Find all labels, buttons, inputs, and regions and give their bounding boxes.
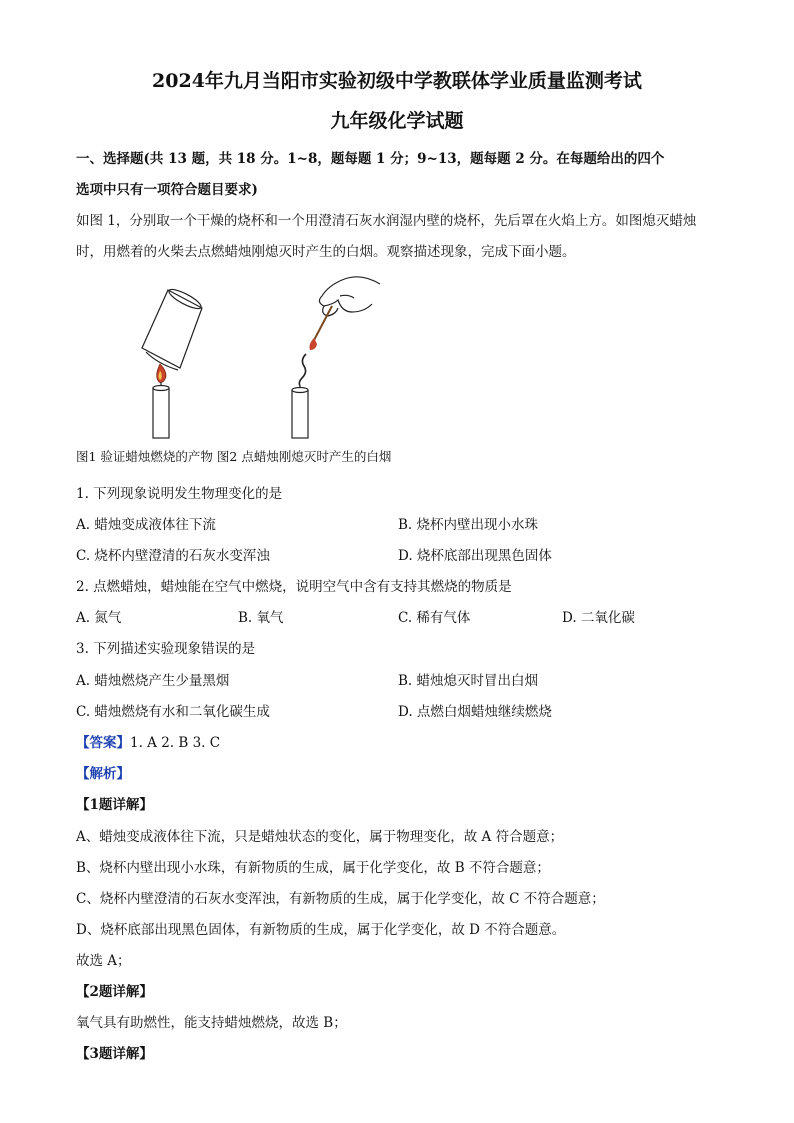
smoke-icon [299,354,306,386]
question-1-option-d: D. 烧杯底部出现黑色固体 [398,548,552,564]
q2-detail-line: 氧气具有助燃性，能支持蜡烛燃烧，故选 B； [76,1015,347,1031]
section-heading-line2: 选项中只有一项符合题目要求) [76,182,258,198]
candle-flame-icon [157,364,166,382]
answer-label: 【答案】 [76,735,130,751]
beaker-illustration [142,286,203,370]
q1-detail-label: 【1题详解】 [76,797,153,813]
answer-row [76,731,220,751]
q1-detail-conclusion: 故选 A； [76,953,131,969]
question-3-option-c: C. 蜡烛燃烧有水和二氧化碳生成 [76,704,270,720]
q3-detail-label: 【3题详解】 [76,1046,153,1062]
figure-caption: 图1 验证蜡烛燃烧的产物 图2 点蜡烛刚熄灭时产生的白烟 [76,449,392,464]
answer-text: 1. A 2. B 3. C [130,735,221,751]
question-2-option-d: D. 二氧化碳 [562,610,635,626]
q1-detail-line-b: B、烧杯内壁出现小水珠，有新物质的生成，属于化学变化，故 B 不符合题意； [76,860,550,876]
question-3-stem: 3. 下列描述实验现象错误的是 [76,641,256,657]
candle-1 [153,382,169,438]
intro-line2: 时，用燃着的火柴去点燃蜡烛刚熄灭时产生的白烟。观察描述现象，完成下面小题。 [76,244,576,260]
question-3-option-a: A. 蜡烛燃烧产生少量黑烟 [76,673,230,689]
hand-illustration [319,277,380,316]
question-2-option-a: A. 氮气 [76,610,122,626]
question-3-option-b: B. 蜡烛熄灭时冒出白烟 [398,673,539,689]
q2-detail-label: 【2题详解】 [76,984,153,1000]
question-2-stem: 2. 点燃蜡烛，蜡烛能在空气中燃烧，说明空气中含有支持其燃烧的物质是 [76,579,512,595]
question-1-option-b: B. 烧杯内壁出现小水珠 [398,517,539,533]
intro-line1: 如图 1，分别取一个干燥的烧杯和一个用澄清石灰水润湿内壁的烧杯，先后罩在火焰上方。如图熄灭蜡烛 [76,213,697,229]
q1-detail-line-d: D、烧杯底部出现黑色固体，有新物质的生成，属于化学变化，故 D 不符合题意。 [76,922,566,938]
section-heading-line1: 一、选择题(共 13 题，共 18 分。1~8，题每题 1 分；9~13，题每题 2 分。在每题给出的四个 [76,151,665,167]
question-1-option-c: C. 烧杯内壁澄清的石灰水变浑浊 [76,548,270,564]
exam-subtitle: 九年级化学试题 [330,110,464,132]
question-2-option-b: B. 氧气 [238,610,284,626]
candle-2 [292,386,308,438]
q1-detail-line-a: A、蜡烛变成液体往下流，只是蜡烛状态的变化，属于物理变化，故 A 符合题意； [76,829,564,845]
question-2-option-c: C. 稀有气体 [398,610,471,626]
question-1-option-a: A. 蜡烛变成液体往下流 [76,517,216,533]
analysis-label: 【解析】 [76,766,130,782]
question-3-option-d: D. 点燃白烟蜡烛继续燃烧 [398,704,552,720]
q1-detail-line-c: C、烧杯内壁澄清的石灰水变浑浊，有新物质的生成，属于化学变化，故 C 不符合题意； [76,891,605,907]
match-icon [310,306,333,350]
question-1-stem: 1. 下列现象说明发生物理变化的是 [76,486,283,502]
experiment-figure [128,272,388,440]
exam-title: 2024年九月当阳市实验初级中学教联体学业质量监测考试 [152,70,642,92]
